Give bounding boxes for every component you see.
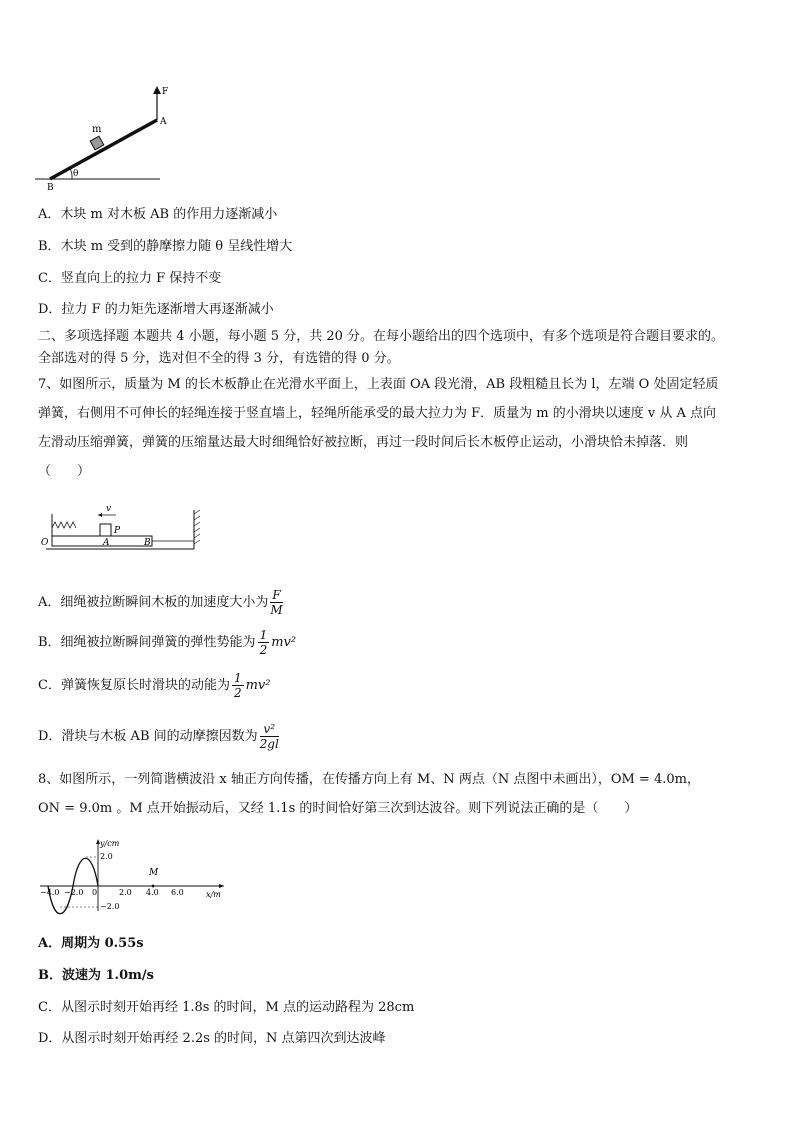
y-axis-label: y/cm — [100, 839, 120, 848]
velocity-arrowhead — [98, 513, 102, 517]
x-axis-label: x/m — [206, 890, 221, 899]
q6-option-c: C．竖直向上的拉力 F 保持不变 — [38, 271, 222, 286]
point-m — [152, 885, 155, 888]
board-ab — [50, 120, 157, 179]
q8-option-b: B．波速为 1.0m/s — [38, 968, 154, 983]
q7-line2: 弹簧，右侧用不可伸长的轻绳连接于竖直墙上，轻绳所能承受的最大拉力为 F．质量为 m 的小滑块以速度 v 从 A 点向 — [38, 406, 717, 421]
p-label: P — [114, 526, 121, 536]
q7-option-d: D．滑块与木板 AB 间的动摩擦因数为 $\frac{\text{v²}}{2gl}$ — [38, 722, 279, 751]
section2-line2: 全部选对的得 5 分，选对但不全的得 3 分，有选错的得 0 分。 — [38, 351, 400, 366]
long-board — [52, 536, 152, 546]
q7-option-c: C．弹簧恢复原长时滑块的动能为 $\frac{1}{2}$ mv² — [38, 671, 271, 700]
y-pos-tick: 2.0 — [100, 852, 113, 861]
point-a-label: A — [160, 117, 167, 127]
angle-label: θ — [73, 169, 79, 179]
m-label: M — [149, 868, 159, 878]
x-tick: −4.0 — [40, 888, 60, 897]
slider-p — [100, 524, 111, 536]
x-tick: 6.0 — [171, 888, 184, 897]
o-label: O — [41, 538, 49, 548]
section2-line1: 二、多项选择题 本题共 4 小题，每小题 5 分，共 20 分。在每小题给出的四个选项中，有多个选项是符合题目要求的。 — [38, 329, 725, 344]
q8-line2: ON = 9.0m 。M 点开始振动后，又经 1.1s 的时间恰好第三次到达波谷。则下列说法正确的是（ ） — [38, 801, 638, 816]
q7-line1: 7、如图所示，质量为 M 的长木板静止在光滑水平面上，上表面 OA 段光滑，AB 段粗糙且长为 l，左端 O 处固定轻质 — [38, 377, 719, 392]
q6-option-d: D．拉力 F 的力矩先逐渐增大再逐渐减小 — [38, 302, 274, 317]
v-label: v — [106, 504, 112, 514]
q7-line3: 左滑动压缩弹簧，弹簧的压缩量达最大时细绳恰好被拉断，再过一段时间后长木板停止运动，小滑块恰未掉落．则 — [38, 435, 689, 450]
x-tick: 0 — [92, 888, 98, 897]
q7-option-b: B．细绳被拉断瞬间弹簧的弹性势能为 $\frac{1}{2}$ mv² — [38, 628, 297, 657]
x-tick: 4.0 — [146, 888, 159, 897]
incline-figure — [30, 80, 170, 195]
point-b-label: B — [47, 183, 54, 193]
q7-option-a: A．细绳被拉断瞬间木板的加速度大小为 $\frac{F}{M}$ — [38, 588, 283, 617]
q8-option-d: D．从图示时刻开始再经 2.2s 的时间，N 点第四次到达波峰 — [38, 1031, 386, 1046]
b-label: B — [144, 538, 151, 548]
force-label: F — [162, 87, 169, 97]
mass-label: m — [92, 124, 102, 135]
block-m — [90, 136, 104, 150]
board-spring-figure — [36, 500, 211, 558]
a-label: A — [103, 538, 110, 548]
force-arrowhead — [153, 86, 161, 94]
x-tick: 2.0 — [119, 888, 132, 897]
x-tick: −2.0 — [64, 888, 84, 897]
q7-stem — [38, 370, 758, 486]
q7-paren: （ ） — [38, 464, 91, 479]
q8-stem — [38, 765, 758, 823]
q6-option-b: B．木块 m 受到的静摩擦力随 θ 呈线性增大 — [38, 239, 293, 254]
q8-option-c: C．从图示时刻开始再经 1.8s 的时间，M 点的运动路程为 28cm — [38, 1000, 415, 1015]
q8-option-a: A．周期为 0.55s — [38, 936, 144, 951]
angle-arc — [70, 168, 72, 179]
wave-figure — [36, 835, 236, 915]
q6-option-a: A．木块 m 对木板 AB 的作用力逐渐减小 — [38, 207, 278, 222]
y-neg-tick: −2.0 — [100, 902, 120, 911]
q8-line1: 8、如图所示，一列简谐横波沿 x 轴正方向传播，在传播方向上有 M、N 两点（N 点图中未画出），OM = 4.0m， — [38, 772, 700, 787]
section2-header — [38, 326, 758, 370]
spring — [52, 522, 76, 528]
